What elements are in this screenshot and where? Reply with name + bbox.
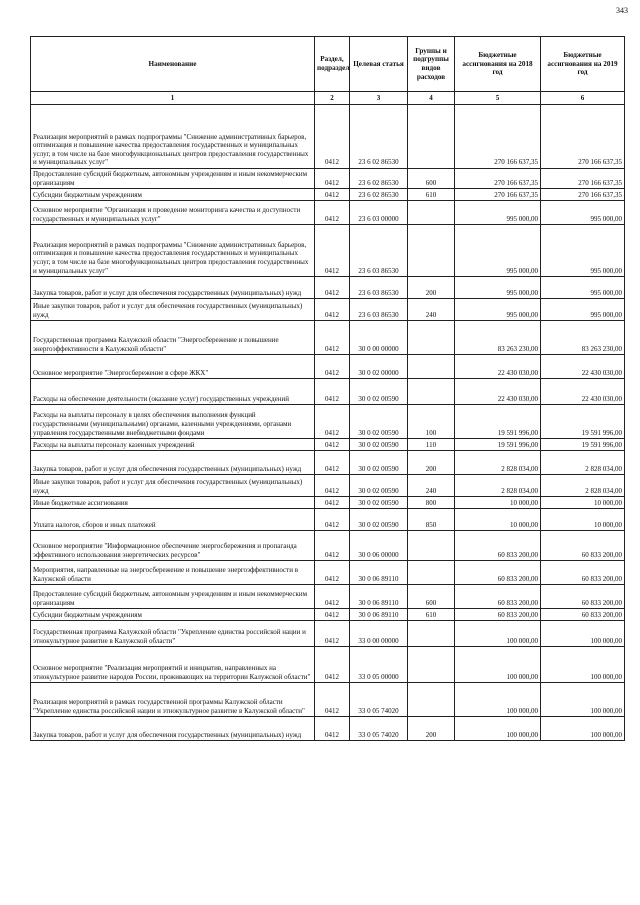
row-amount-2019: 83 263 230,00 <box>541 321 625 355</box>
row-article: 33 0 05 00000 <box>350 647 408 683</box>
row-amount-2019: 10 000,00 <box>541 497 625 509</box>
row-group <box>408 621 455 647</box>
page-number: 343 <box>616 6 628 15</box>
row-amount-2019: 22 430 030,00 <box>541 355 625 379</box>
table-row <box>31 277 625 299</box>
row-group: 600 <box>408 585 455 609</box>
column-number: 6 <box>541 92 625 105</box>
row-section: 0412 <box>315 561 350 585</box>
table-row <box>31 405 625 439</box>
row-name: Закупка товаров, работ и услуг для обеспечения государственных (муниципальных) нужд <box>31 717 315 741</box>
table-row <box>31 355 625 379</box>
table-row <box>31 497 625 509</box>
row-name: Субсидии бюджетным учреждениям <box>31 609 315 621</box>
row-name: Основное мероприятие "Информационное обеспечение энергосбережения и пропаганда эффективного использования энергетических ресурсов" <box>31 531 315 561</box>
budget-table <box>30 36 625 741</box>
row-group: 610 <box>408 609 455 621</box>
row-article: 23 6 03 86530 <box>350 277 408 299</box>
row-amount-2018: 83 263 230,00 <box>455 321 541 355</box>
row-name: Государственная программа Калужской области "Энергосбережение и повышение энергоэффективности в Калужской области" <box>31 321 315 355</box>
header-article: Целевая статья <box>350 37 408 92</box>
row-amount-2018: 270 166 637,35 <box>455 169 541 189</box>
row-article: 30 0 02 00590 <box>350 475 408 497</box>
row-article: 30 0 06 89110 <box>350 585 408 609</box>
table-row <box>31 299 625 321</box>
row-group <box>408 379 455 405</box>
row-group <box>408 561 455 585</box>
row-group <box>408 647 455 683</box>
row-name: Закупка товаров, работ и услуг для обеспечения государственных (муниципальных) нужд <box>31 277 315 299</box>
row-article: 30 0 06 89110 <box>350 561 408 585</box>
row-group <box>408 355 455 379</box>
row-section: 0412 <box>315 647 350 683</box>
row-article: 30 0 02 00590 <box>350 405 408 439</box>
row-article: 33 0 05 74020 <box>350 683 408 717</box>
row-amount-2018: 19 591 996,00 <box>455 405 541 439</box>
row-amount-2018: 995 000,00 <box>455 225 541 277</box>
column-number: 5 <box>455 92 541 105</box>
row-name: Расходы на выплаты персоналу в целях обеспечения выполнения функций государственными (муниципальными) органами, казенными учреждениями, органами управления государственными внебюджетными фондами <box>31 405 315 439</box>
row-group: 240 <box>408 475 455 497</box>
row-article: 23 6 02 86530 <box>350 105 408 169</box>
row-section: 0412 <box>315 355 350 379</box>
row-amount-2018: 995 000,00 <box>455 299 541 321</box>
row-amount-2019: 995 000,00 <box>541 225 625 277</box>
row-amount-2019: 10 000,00 <box>541 509 625 531</box>
row-group <box>408 531 455 561</box>
column-number: 1 <box>31 92 315 105</box>
header-name: Наименование <box>31 37 315 92</box>
row-group <box>408 201 455 225</box>
row-article: 33 0 00 00000 <box>350 621 408 647</box>
row-group: 610 <box>408 189 455 201</box>
row-amount-2018: 2 828 034,00 <box>455 475 541 497</box>
row-amount-2019: 60 833 200,00 <box>541 561 625 585</box>
row-article: 23 6 02 86530 <box>350 189 408 201</box>
row-section: 0412 <box>315 225 350 277</box>
row-amount-2018: 60 833 200,00 <box>455 531 541 561</box>
table-row <box>31 169 625 189</box>
row-section: 0412 <box>315 621 350 647</box>
column-number: 3 <box>350 92 408 105</box>
row-section: 0412 <box>315 277 350 299</box>
table-row <box>31 475 625 497</box>
row-article: 30 0 02 00590 <box>350 379 408 405</box>
row-amount-2019: 100 000,00 <box>541 647 625 683</box>
row-section: 0412 <box>315 105 350 169</box>
row-group: 800 <box>408 497 455 509</box>
row-name: Предоставление субсидий бюджетным, автономным учреждениям и иным некоммерческим организациям <box>31 585 315 609</box>
column-number: 4 <box>408 92 455 105</box>
row-name: Иные закупки товаров, работ и услуг для обеспечения государственных (муниципальных) нужд <box>31 475 315 497</box>
row-amount-2018: 100 000,00 <box>455 647 541 683</box>
row-group: 110 <box>408 439 455 451</box>
row-amount-2019: 270 166 637,35 <box>541 169 625 189</box>
row-amount-2019: 2 828 034,00 <box>541 475 625 497</box>
row-group: 100 <box>408 405 455 439</box>
table-row <box>31 451 625 475</box>
row-section: 0412 <box>315 201 350 225</box>
row-section: 0412 <box>315 439 350 451</box>
row-article: 30 0 00 00000 <box>350 321 408 355</box>
row-amount-2019: 22 430 030,00 <box>541 379 625 405</box>
row-amount-2018: 10 000,00 <box>455 509 541 531</box>
row-amount-2018: 10 000,00 <box>455 497 541 509</box>
header-group: Группы и подгруппы видов расходов <box>408 37 455 92</box>
row-group: 850 <box>408 509 455 531</box>
row-name: Государственная программа Калужской области "Укрепление единства российской нации и этнокультурное развитие в Калужской области" <box>31 621 315 647</box>
row-section: 0412 <box>315 531 350 561</box>
row-amount-2019: 60 833 200,00 <box>541 531 625 561</box>
row-amount-2018: 22 430 030,00 <box>455 355 541 379</box>
row-name: Расходы на обеспечение деятельности (оказание услуг) государственных учреждений <box>31 379 315 405</box>
row-name: Иные бюджетные ассигнования <box>31 497 315 509</box>
row-section: 0412 <box>315 683 350 717</box>
row-article: 30 0 02 00590 <box>350 509 408 531</box>
row-article: 33 0 05 74020 <box>350 717 408 741</box>
table-row <box>31 225 625 277</box>
row-amount-2019: 995 000,00 <box>541 277 625 299</box>
row-section: 0412 <box>315 299 350 321</box>
table-row <box>31 105 625 169</box>
row-group <box>408 683 455 717</box>
row-section: 0412 <box>315 497 350 509</box>
row-amount-2019: 995 000,00 <box>541 299 625 321</box>
row-section: 0412 <box>315 475 350 497</box>
row-section: 0412 <box>315 585 350 609</box>
row-name: Основное мероприятие "Реализация мероприятий и инициатив, направленных на этнокультурное развитие народов России, проживающих на территории Калужской области" <box>31 647 315 683</box>
row-section: 0412 <box>315 321 350 355</box>
header-2019: Бюджетные ассигнования на 2019 год <box>541 37 625 92</box>
row-section: 0412 <box>315 405 350 439</box>
row-name: Субсидии бюджетным учреждениям <box>31 189 315 201</box>
row-amount-2019: 100 000,00 <box>541 683 625 717</box>
row-name: Мероприятия, направленные на энергосбережение и повышение энергоэффективности в Калужской области <box>31 561 315 585</box>
row-article: 23 6 02 86530 <box>350 169 408 189</box>
row-group <box>408 321 455 355</box>
row-section: 0412 <box>315 609 350 621</box>
row-article: 30 0 06 89110 <box>350 609 408 621</box>
row-name: Основное мероприятие "Организация и проведение мониторинга качества и доступности государственных и муниципальных услуг" <box>31 201 315 225</box>
table-row <box>31 439 625 451</box>
row-group: 600 <box>408 169 455 189</box>
row-amount-2018: 2 828 034,00 <box>455 451 541 475</box>
row-section: 0412 <box>315 379 350 405</box>
row-group <box>408 225 455 277</box>
row-amount-2019: 60 833 200,00 <box>541 609 625 621</box>
row-section: 0412 <box>315 189 350 201</box>
table-row <box>31 609 625 621</box>
row-amount-2018: 60 833 200,00 <box>455 561 541 585</box>
table-row <box>31 531 625 561</box>
row-name: Реализация мероприятий в рамках государственной программы Калужской области "Укрепление единства российской нации и этнокультурное развитие в Калужской области" <box>31 683 315 717</box>
row-amount-2018: 60 833 200,00 <box>455 609 541 621</box>
row-article: 23 6 03 00000 <box>350 201 408 225</box>
table-row <box>31 621 625 647</box>
row-amount-2018: 995 000,00 <box>455 277 541 299</box>
row-name: Предоставление субсидий бюджетным, автономным учреждениям и иным некоммерческим организациям <box>31 169 315 189</box>
row-amount-2018: 19 591 996,00 <box>455 439 541 451</box>
row-amount-2019: 100 000,00 <box>541 621 625 647</box>
row-amount-2018: 22 430 030,00 <box>455 379 541 405</box>
row-amount-2019: 60 833 200,00 <box>541 585 625 609</box>
row-name: Реализация мероприятий в рамках подпрограммы "Снижение административных барьеров, оптимизация и повышение качества предоставления государственных и муниципальных услуг, в том числе на базе многофункциональных центров предоставления государственных и муниципальных услуг" <box>31 225 315 277</box>
row-article: 30 0 02 00590 <box>350 439 408 451</box>
row-name: Основное мероприятие "Энергосбережение в сфере ЖКХ" <box>31 355 315 379</box>
table-row <box>31 379 625 405</box>
column-number-row <box>31 92 625 105</box>
row-amount-2018: 995 000,00 <box>455 201 541 225</box>
header-row <box>31 37 625 92</box>
row-name: Закупка товаров, работ и услуг для обеспечения государственных (муниципальных) нужд <box>31 451 315 475</box>
row-amount-2018: 270 166 637,35 <box>455 105 541 169</box>
row-amount-2019: 100 000,00 <box>541 717 625 741</box>
row-amount-2019: 19 591 996,00 <box>541 405 625 439</box>
row-section: 0412 <box>315 451 350 475</box>
row-article: 30 0 06 00000 <box>350 531 408 561</box>
row-amount-2019: 995 000,00 <box>541 201 625 225</box>
table-row <box>31 201 625 225</box>
row-group: 200 <box>408 717 455 741</box>
table-row <box>31 189 625 201</box>
row-amount-2019: 19 591 996,00 <box>541 439 625 451</box>
row-group: 200 <box>408 451 455 475</box>
row-amount-2019: 270 166 637,35 <box>541 189 625 201</box>
table-row <box>31 509 625 531</box>
row-name: Уплата налогов, сборов и иных платежей <box>31 509 315 531</box>
row-section: 0412 <box>315 717 350 741</box>
row-section: 0412 <box>315 169 350 189</box>
row-article: 30 0 02 00590 <box>350 451 408 475</box>
table-body <box>31 105 625 741</box>
row-amount-2018: 270 166 637,35 <box>455 189 541 201</box>
row-name: Иные закупки товаров, работ и услуг для обеспечения государственных (муниципальных) нужд <box>31 299 315 321</box>
column-number: 2 <box>315 92 350 105</box>
table-row <box>31 561 625 585</box>
row-section: 0412 <box>315 509 350 531</box>
row-name: Реализация мероприятий в рамках подпрограммы "Снижение административных барьеров, оптимизация и повышение качества предоставления государственных и муниципальных услуг, в том числе на базе многофункциональных центров предоставления государственных и муниципальных услуг" <box>31 105 315 169</box>
table-row <box>31 717 625 741</box>
row-article: 23 6 03 86530 <box>350 299 408 321</box>
table-row <box>31 321 625 355</box>
row-amount-2018: 60 833 200,00 <box>455 585 541 609</box>
row-group <box>408 105 455 169</box>
header-2018: Бюджетные ассигнования на 2018 год <box>455 37 541 92</box>
row-amount-2018: 100 000,00 <box>455 717 541 741</box>
table-row <box>31 683 625 717</box>
row-amount-2019: 2 828 034,00 <box>541 451 625 475</box>
row-group: 200 <box>408 277 455 299</box>
row-amount-2019: 270 166 637,35 <box>541 105 625 169</box>
row-name: Расходы на выплаты персоналу казенных учреждений <box>31 439 315 451</box>
table-row <box>31 585 625 609</box>
row-article: 23 6 03 86530 <box>350 225 408 277</box>
row-amount-2018: 100 000,00 <box>455 621 541 647</box>
row-article: 30 0 02 00000 <box>350 355 408 379</box>
table-row <box>31 647 625 683</box>
header-section: Раздел, подраздел <box>315 37 350 92</box>
row-group: 240 <box>408 299 455 321</box>
row-amount-2018: 100 000,00 <box>455 683 541 717</box>
row-article: 30 0 02 00590 <box>350 497 408 509</box>
